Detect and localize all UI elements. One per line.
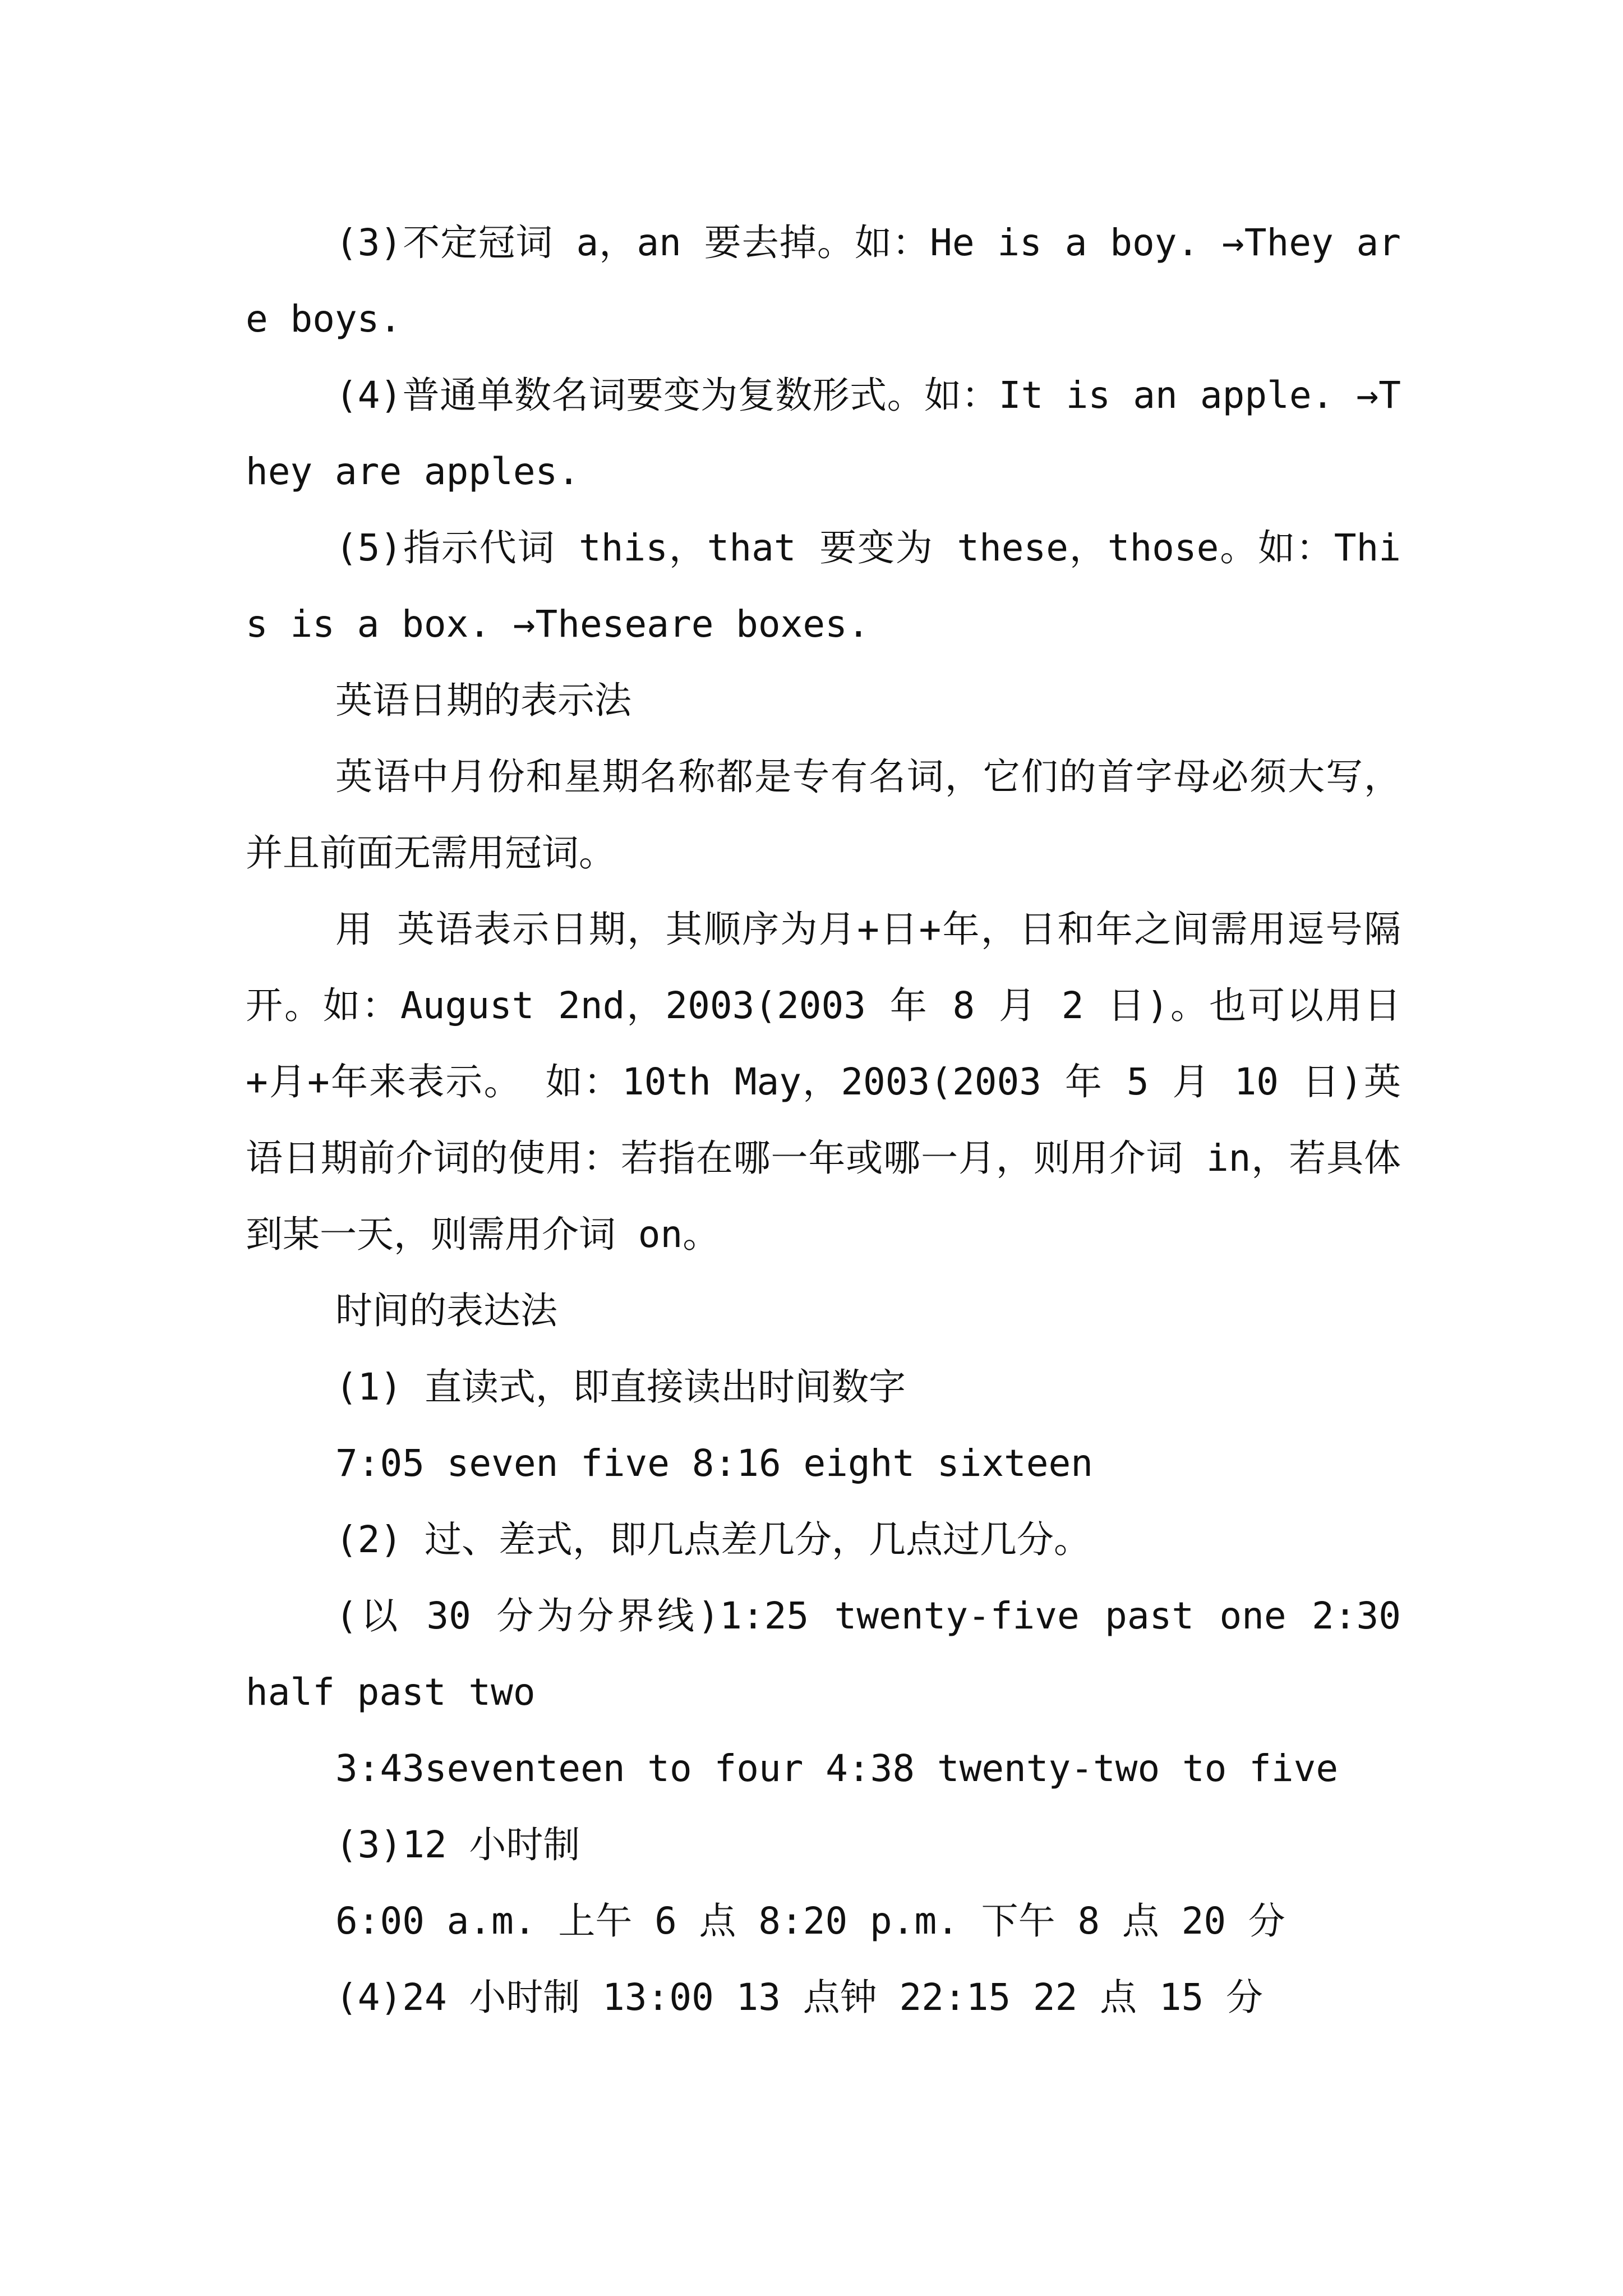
paragraph-direct-examples: 7:05 seven five 8:16 eight sixteen: [335, 1442, 1094, 1485]
paragraph-indefinite-article: (3)不定冠词 a，an 要去掉。如：He is a boy. →They are boys.: [246, 221, 1401, 341]
paragraph-date-format: 用 英语表示日期，其顺序为月+日+年，日和年之间需用逗号隔开。如：August 2nd，2003(2003 年 8 月 2 日)。也可以用日+月+年来表示。 如：10th May，2003(2003 年 5 月 10 日)英语日期前介词的使用：若指在哪一年或哪一月，则用介词 in，若具体到某一天，则需用介词 on。: [246, 908, 1401, 1256]
paragraph-month-week-names: 英语中月份和星期名称都是专有名词，它们的首字母必须大写，并且前面无需用冠词。: [246, 755, 1401, 875]
document-body: [246, 205, 1401, 2036]
paragraph-past-to-method: (2) 过、差式，即几点差几分，几点过几分。: [335, 1518, 1091, 1561]
paragraph-to-examples: 3:43seventeen to four 4:38 twenty-two to five: [335, 1747, 1339, 1790]
paragraph-past-examples: (以 30 分为分界线)1:25 twenty-five past one 2:30 half past two: [246, 1594, 1401, 1714]
paragraph-demonstratives: (5)指示代词 this，that 要变为 these，those。如：This is a box. →Theseare boxes.: [246, 526, 1401, 646]
heading-date-expression: 英语日期的表示法: [335, 679, 631, 722]
paragraph-12-hour: (3)12 小时制: [335, 1823, 580, 1866]
heading-time-expression: 时间的表达法: [335, 1289, 557, 1332]
paragraph-direct-reading: (1) 直读式，即直接读出时间数字: [335, 1365, 906, 1409]
paragraph-plural-nouns: (4)普通单数名词要变为复数形式。如：It is an apple. →They are apples.: [246, 374, 1401, 493]
paragraph-12-hour-examples: 6:00 a.m. 上午 6 点 8:20 p.m. 下午 8 点 20 分: [335, 1899, 1285, 1943]
paragraph-24-hour: (4)24 小时制 13:00 13 点钟 22:15 22 点 15 分: [335, 1976, 1264, 2019]
